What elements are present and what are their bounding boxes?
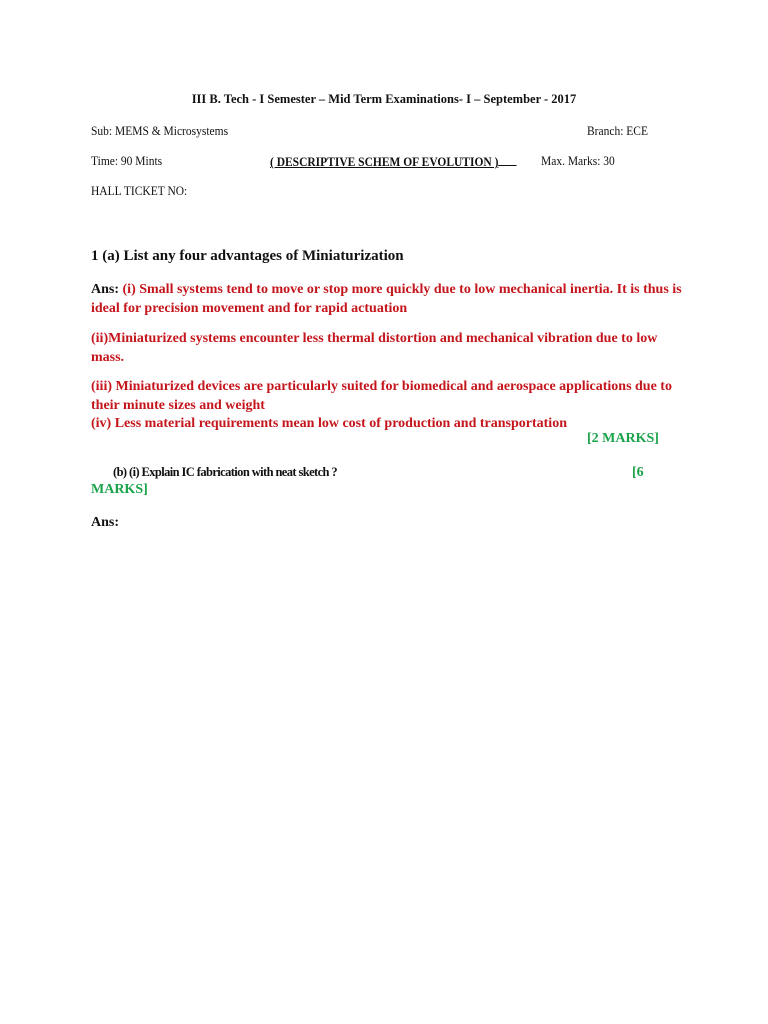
answer-point-2: (ii)Miniaturized systems encounter less thermal distortion and mechanical vibration due to low mass. bbox=[91, 331, 658, 365]
marks-badge-6-part1: [6 bbox=[632, 465, 644, 480]
marks-badge-6-part2: MARKS] bbox=[91, 482, 148, 497]
question-1b: (b) (i) Explain IC fabrication with neat sketch ? bbox=[113, 465, 338, 479]
answer-label: Ans: bbox=[91, 282, 120, 297]
answer-point-1 bbox=[91, 280, 691, 318]
underline-gap bbox=[498, 154, 516, 166]
exam-title: III B. Tech - I Semester – Mid Term Examinations- I – September - 2017 bbox=[191, 92, 577, 106]
time-label: Time: 90 Mints bbox=[91, 154, 163, 168]
answer-text: (i) Small systems tend to move or stop more quickly due to low mechanical inertia. It is thus is ideal for precision movement and for rapid actuation bbox=[91, 282, 682, 316]
hall-ticket-label: HALL TICKET NO: bbox=[91, 184, 188, 198]
branch-label: Branch: ECE bbox=[587, 124, 649, 138]
answer-label-1b: Ans: bbox=[91, 515, 120, 530]
scheme-heading bbox=[270, 154, 517, 170]
max-marks-label: Max. Marks: 30 bbox=[541, 154, 615, 168]
marks-badge-2: [2 MARKS] bbox=[587, 431, 659, 446]
answer-point-4: (iv) Less material requirements mean low cost of production and transportation bbox=[91, 416, 567, 431]
scheme-text: ( DESCRIPTIVE SCHEM OF EVOLUTION ) bbox=[270, 155, 499, 169]
subject-label: Sub: MEMS & Microsystems bbox=[91, 124, 229, 138]
answer-point-3: (iii) Miniaturized devices are particularly suited for biomedical and aerospace applications due to their minute sizes and weight bbox=[91, 379, 672, 413]
question-1a: 1 (a) List any four advantages of Miniaturization bbox=[91, 248, 404, 264]
